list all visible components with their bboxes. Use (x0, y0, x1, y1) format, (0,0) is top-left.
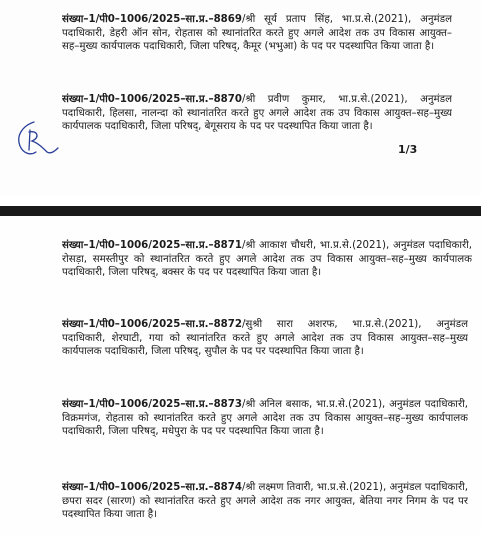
order-text: /श्री अनिल बसाक, भा.प्र.से.(2021), अनुमंडल पदाधिकारी, विक्रमगंज, रोहतास को स्थानांतरित करते हुए अगले आदेश तक उप विकास आयुक्त–सह–मुख्य कार्यपालक पदाधिकारी, जिला परिषद्, मधेपुरा के पद पर पदस्थापित किया जाता है। (62, 399, 468, 438)
order-reference: संख्या–1/पी0–1006/2025–सा.प्र.–8874 (62, 482, 242, 493)
order-reference: संख्या–1/पी0–1006/2025–सा.प्र.–8873 (62, 399, 242, 410)
order-text: /श्री प्रवीण कुमार, भा.प्र.से.(2021), अनुमंडल पदाधिकारी, हिलसा, नालन्दा को स्थानांतरित करते हुए अगले आदेश तक उप विकास आयुक्त–सह–मुख्य कार्यपालक पदाधिकारी, जिला परिषद्, बेगूसराय के पद पर पदस्थापित किया जाता है। (62, 94, 452, 133)
document-page-top (0, 0, 481, 196)
order-paragraph-8872 (62, 318, 468, 359)
order-paragraph-8871 (62, 239, 472, 280)
order-paragraph-8874 (62, 481, 468, 522)
order-paragraph-8873 (62, 398, 468, 439)
order-reference: संख्या–1/पी0–1006/2025–सा.प्र.–8870 (62, 94, 242, 105)
order-text: /श्री आकाश चौधरी, भा.प्र.से.(2021), अनुमंडल पदाधिकारी, रोसड़ा, समस्तीपुर को स्थानांतरित करते हुए अगले आदेश तक उप विकास आयुक्त–सह–मुख्य कार्यपालक पदाधिकारी, जिला परिषद्, बक्सर के पद पर पदस्थापित किया जाता है। (62, 240, 472, 279)
order-reference: संख्या–1/पी0–1006/2025–सा.प्र.–8872 (62, 319, 242, 330)
order-paragraph-8870 (62, 93, 452, 134)
page-number: 1/3 (398, 143, 418, 156)
page-separator (0, 206, 481, 216)
order-text: /श्री लक्ष्मण तिवारी, भा.प्र.से.(2021), अनुमंडल पदाधिकारी, छपरा सदर (सारण) को स्थानांतरित करते हुए अगले आदेश तक नगर आयुक्त, बेतिया नगर निगम के पद पर पदस्थापित किया जाता है। (62, 482, 468, 521)
order-paragraph-8869 (62, 13, 452, 54)
order-text: /श्री सूर्य प्रताप सिंह, भा.प्र.से.(2021), अनुमंडल पदाधिकारी, डेहरी ऑन सोन, रोहतास को स्थानांतरित करते हुए अगले आदेश तक उप विकास आयुक्त–सह–मुख्य कार्यपालक पदाधिकारी, जिला परिषद्, कैमूर (भभुआ) के पद पर पदस्थापित किया जाता है। (62, 14, 452, 53)
order-reference: संख्या–1/पी0–1006/2025–सा.प्र.–8871 (62, 240, 242, 251)
order-text: /सुश्री सारा अशरफ, भा.प्र.से.(2021), अनुमंडल पदाधिकारी, शेरघाटी, गया को स्थानांतरित करते हुए अगले आदेश तक उप विकास आयुक्त–सह–मुख्य कार्यपालक पदाधिकारी, जिला परिषद्, सुपौल के पद पर पदस्थापित किया जाता है। (62, 319, 468, 358)
order-reference: संख्या–1/पी0–1006/2025–सा.प्र.–8869 (62, 14, 242, 25)
handwritten-signature (14, 118, 62, 160)
